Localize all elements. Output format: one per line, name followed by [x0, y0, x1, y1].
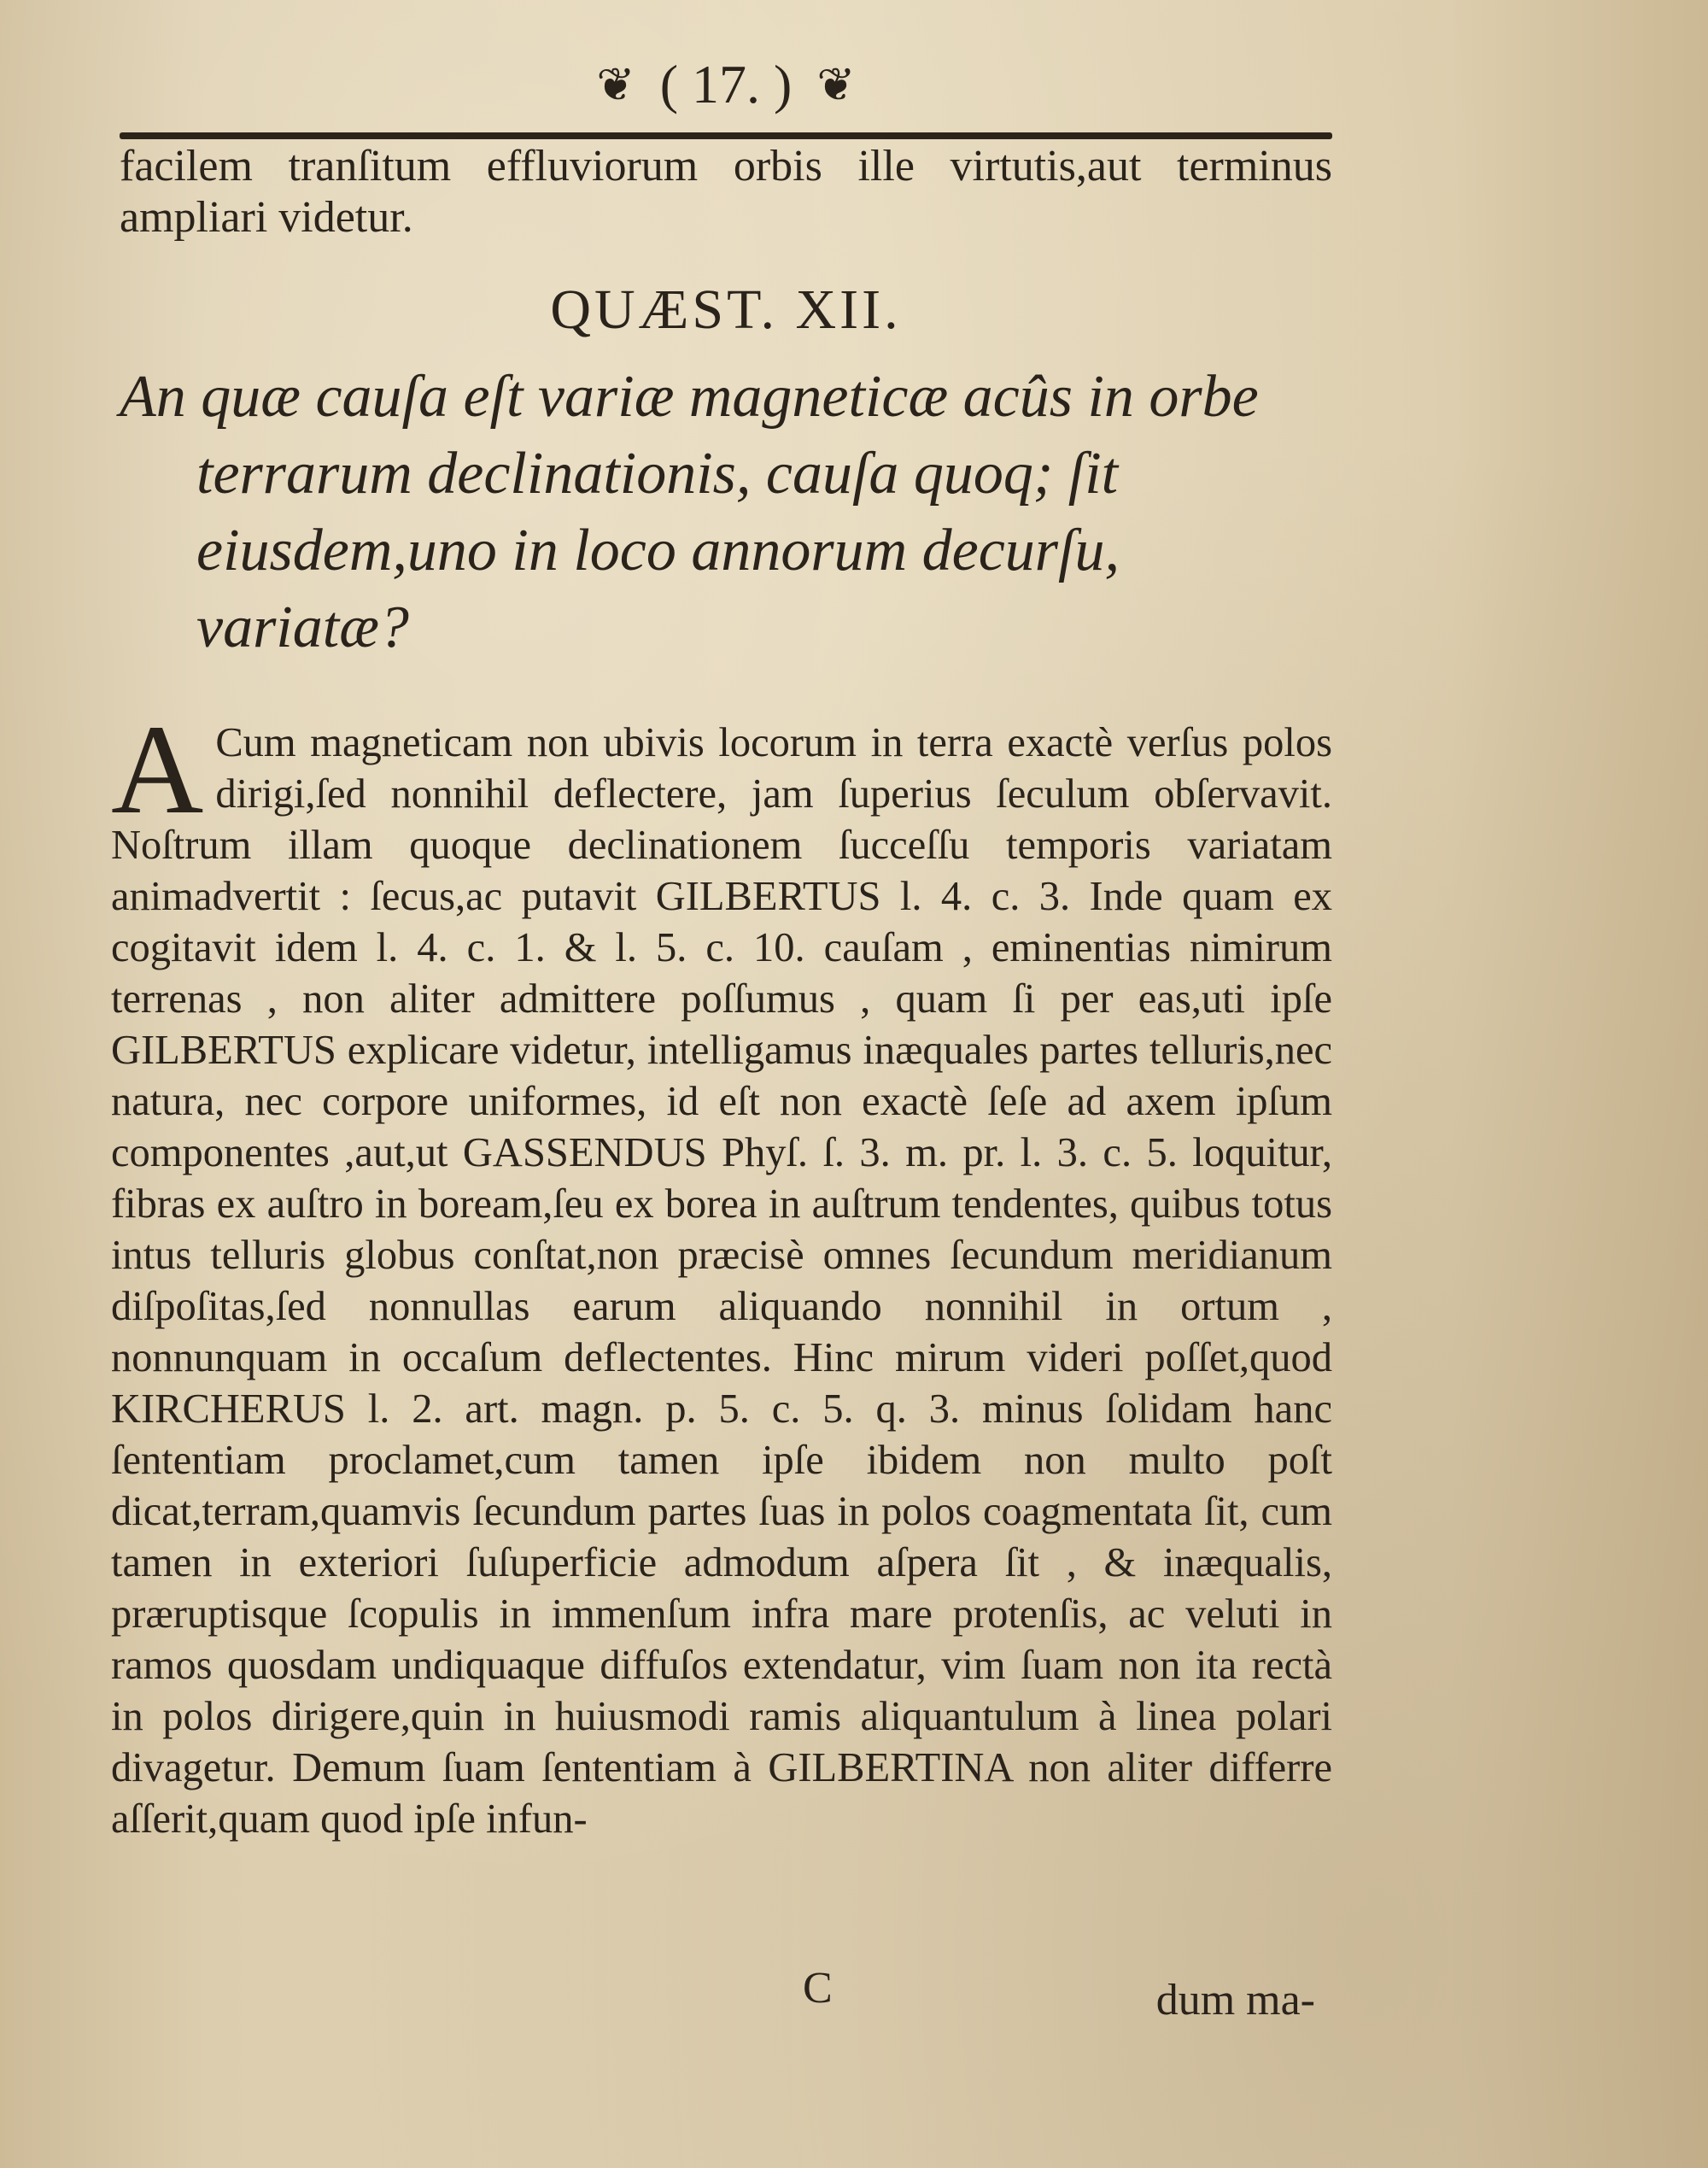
left-ornament-icon: ❦: [596, 57, 635, 112]
question-title: QUÆST. XII.: [550, 278, 902, 341]
drop-cap: A: [111, 699, 204, 841]
continuation-text: facilem tranſitum effluviorum orbis ille virtutis,aut terminus ampliari videtur.: [120, 142, 1332, 242]
question-text: An quæ cauſa eſt variæ magneticæ acûs in orbe terrarum declinationis, cauſa quoq; ſit eiusdem,uno in loco annorum decurſu, variatæ?: [120, 364, 1259, 660]
page-header: [120, 53, 1332, 130]
right-ornament-icon: ❦: [816, 57, 856, 112]
page-footer: [120, 1963, 1332, 2023]
signature-mark: C: [803, 1964, 833, 2013]
page-number: ( 17. ): [659, 54, 793, 114]
body-paragraph: [111, 699, 1332, 1845]
catchword: dum ma-: [1155, 1976, 1315, 2024]
body-text: Cum magneticam non ubivis locorum in terra exactè verſus polos dirigi,ſed nonnihil deflectere, jam ſuperius ſeculum obſervavit. Noſtrum illam quoque declinationem ſucceſſu temporis variatam animadvertit : ſecus,ac putavit GILBERTUS l. 4. c. 3. Inde quam ex cogitavit idem l. 4. c. 1. & l. 5. c. 10. cauſam , eminentias nimirum terrenas , non aliter admittere poſſumus , quam ſi per eas,uti ipſe GILBERTUS explicare videtur, intelligamus inæquales partes telluris,nec natura, nec corpore uniformes, id eſt non exactè ſeſe ad axem ipſum componentes ,aut,ut GASSENDUS Phyſ. ſ. 3. m. pr. l. 3. c. 5. loquitur, fibras ex auſtro in boream,ſeu ex borea in auſtrum tendentes, quibus totus intus telluris globus conſtat,non præcisè omnes ſecundum meridianum diſpoſitas,ſed nonnullas earum aliquando nonnihil in ortum , nonnunquam in occaſum deflectentes. Hinc mirum videri poſſet,quod KIRCHERUS l. 2. art. magn. p. 5. c. 5. q. 3. minus ſolidam hanc ſententiam proclamet,cum tamen ipſe ibidem non multo poſt dicat,terram,quamvis ſecundum partes ſuas in polos coagmentata ſit, cum tamen in exteriori ſuſuperficie admodum aſpera ſit , & inæqualis, præruptisque ſcopulis in immenſum infra mare protenſis, ac veluti in ramos quosdam undiquaque diffuſos extendatur, vim ſuam non ita rectà in polos dirigere,quin in huiusmodi ramis aliquantulum à linea polari divagetur. Demum ſuam ſententiam à GILBERTINA non aliter differre aſſerit,quam quod ipſe infun-: [111, 720, 1332, 1842]
header-rule: [120, 132, 1332, 139]
